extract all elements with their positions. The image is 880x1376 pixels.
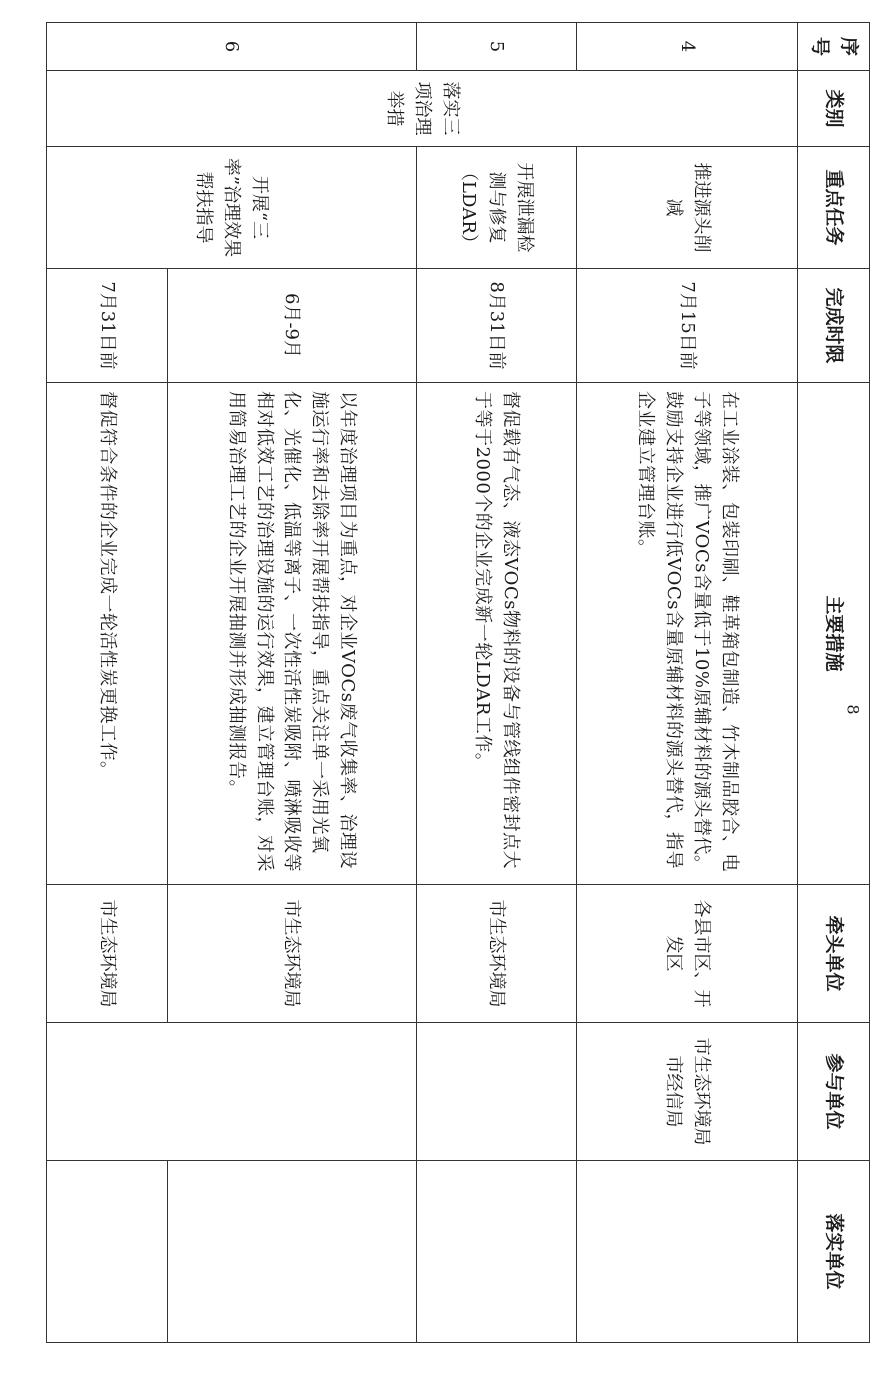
row-no: 4 xyxy=(577,23,798,71)
row-task: 开展泄漏检测与修复（LDAR） xyxy=(416,147,577,269)
table-row xyxy=(167,23,416,1343)
row-no: 5 xyxy=(416,23,577,71)
row-task: 推进源头削减 xyxy=(577,147,798,269)
row-participants xyxy=(47,1023,417,1161)
col-header-lead: 牵头单位 xyxy=(798,885,870,1023)
page-number: 8 xyxy=(843,704,863,715)
col-header-deadline: 完成时限 xyxy=(798,269,870,383)
row-no: 6 xyxy=(47,23,417,71)
row-lead: 各县市区、开发区 xyxy=(577,885,798,1023)
row-measure: 以年度治理项目为重点，对企业VOCs废气收集率、治理设施运行率和去除率开展帮扶指导，重点关注单一采用光氧化、光催化、低温等离子、一次性活性炭吸附、喷淋吸收等相对低效工艺的治理设施的运行效果，建立管理台账，对采用简易治理工艺的企业开展抽测并形成抽测报告。 xyxy=(167,383,416,885)
category-cell: 落实三项治理举措 xyxy=(47,71,798,147)
col-header-no: 序号 xyxy=(798,23,870,71)
col-header-task: 重点任务 xyxy=(798,147,870,269)
row-participants xyxy=(416,1023,577,1161)
task-table xyxy=(46,22,870,1343)
header-row xyxy=(798,23,870,1343)
row-lead: 市生态环境局 xyxy=(47,885,168,1023)
row-deadline: 7月31日前 xyxy=(47,269,168,383)
row-deadline: 8月31日前 xyxy=(416,269,577,383)
col-header-category: 类别 xyxy=(798,71,870,147)
row-lead: 市生态环境局 xyxy=(416,885,577,1023)
row-measure: 在工业涂装、包装印刷、鞋革箱包制造、竹木制品胶合、电子等领域，推广VOCs含量低于10%原辅材料的源头替代。鼓励支持企业进行低VOCs含量原辅材料的源头替代，指导企业建立管理台账。 xyxy=(577,383,798,885)
row-deadline: 7月15日前 xyxy=(577,269,798,383)
col-header-implement: 落实单位 xyxy=(798,1161,870,1343)
col-header-participants: 参与单位 xyxy=(798,1023,870,1161)
col-header-measure: 主要措施 xyxy=(798,383,870,885)
table-row xyxy=(416,23,577,1343)
row-measure: 督促载有气态、液态VOCs物料的设备与管线组件密封点大于等于2000个的企业完成新一轮LDAR工作。 xyxy=(416,383,577,885)
row-measure: 督促符合条件的企业完成一轮活性炭更换工作。 xyxy=(47,383,168,885)
row-implement xyxy=(416,1161,577,1343)
row-implement xyxy=(167,1161,416,1343)
row-deadline: 6月-9月 xyxy=(167,269,416,383)
row-lead: 市生态环境局 xyxy=(167,885,416,1023)
row-participants: 市生态环境局 市经信局 xyxy=(577,1023,798,1161)
row-implement xyxy=(47,1161,168,1343)
table-row xyxy=(577,23,798,1343)
rotated-table-sheet xyxy=(46,22,870,1342)
row-task: 开展“三率”治理效果帮扶指导 xyxy=(47,147,417,269)
row-implement xyxy=(577,1161,798,1343)
